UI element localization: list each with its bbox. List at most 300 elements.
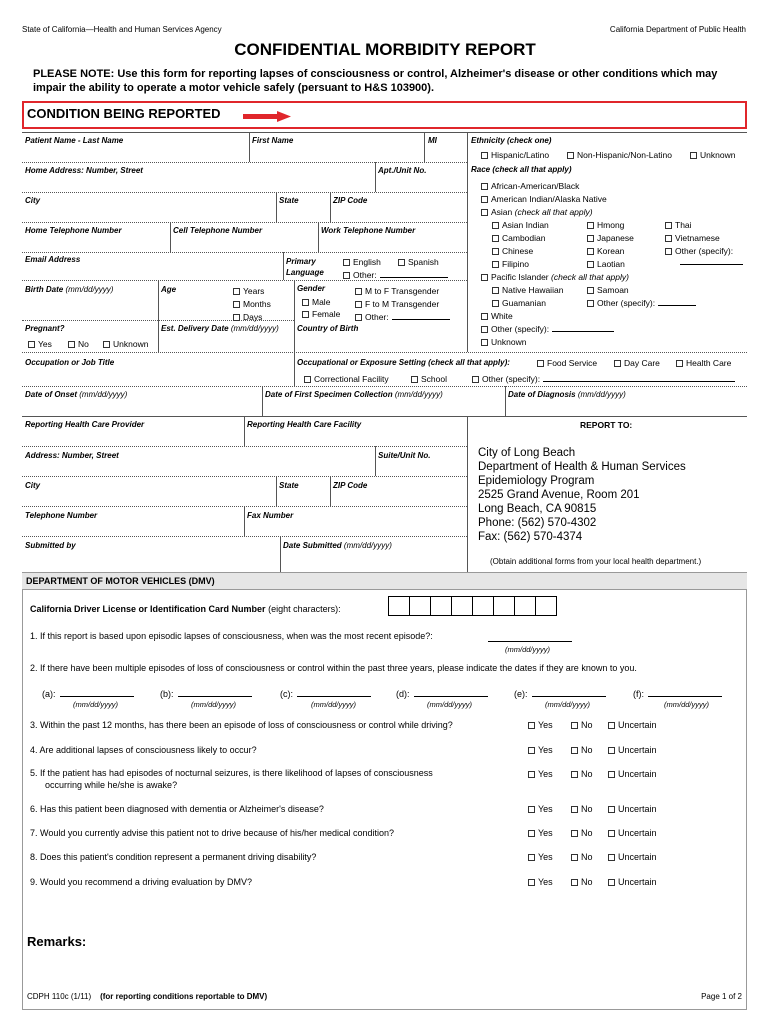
- grid-line: [280, 536, 281, 572]
- race-asian-option[interactable]: [481, 207, 593, 217]
- section-top-rule: [22, 132, 747, 133]
- option-label: Uncertain: [618, 877, 657, 887]
- option-label: Unknown: [491, 337, 527, 347]
- state-field[interactable]: State: [279, 196, 299, 205]
- question-3: 3. Within the past 12 months, has there been an episode of loss of consciousness or control while driving?: [30, 720, 453, 730]
- checkbox[interactable]: [614, 360, 621, 367]
- setting-other-option[interactable]: [472, 374, 735, 384]
- checkbox[interactable]: [587, 300, 594, 307]
- provider-field[interactable]: Reporting Health Care Provider: [25, 420, 145, 429]
- option-label: Other:: [353, 270, 377, 280]
- checkbox[interactable]: [528, 806, 535, 813]
- q6-no-option[interactable]: [571, 804, 593, 814]
- blank-line[interactable]: [60, 696, 134, 697]
- checkbox[interactable]: [528, 879, 535, 886]
- race-asian-other-option[interactable]: [665, 246, 733, 256]
- checkbox[interactable]: [571, 854, 578, 861]
- license-char-box[interactable]: [409, 596, 431, 616]
- grid-line: [244, 416, 245, 446]
- checkbox[interactable]: [608, 722, 615, 729]
- checkbox[interactable]: [481, 209, 488, 216]
- age-years-option[interactable]: [233, 286, 264, 296]
- date-d-field[interactable]: [396, 689, 488, 699]
- option-note: (check all that apply): [514, 207, 593, 217]
- option-label: Health Care: [686, 358, 732, 368]
- address-line: Fax: (562) 570-4374: [478, 531, 583, 543]
- option-label: Yes: [538, 745, 553, 755]
- q9-no-option[interactable]: [571, 877, 593, 887]
- checkbox[interactable]: [481, 152, 488, 159]
- q3-yes-option[interactable]: [528, 720, 553, 730]
- occupation-field[interactable]: Occupation or Job Title: [25, 358, 115, 367]
- checkbox[interactable]: [608, 771, 615, 778]
- city-field[interactable]: City: [25, 196, 41, 205]
- race-filipino-option[interactable]: [492, 259, 529, 269]
- grid-line: [22, 476, 467, 477]
- race-native-option[interactable]: [481, 194, 607, 204]
- date-submitted-field[interactable]: [283, 541, 392, 550]
- checkbox[interactable]: [571, 806, 578, 813]
- blank-line[interactable]: [552, 331, 614, 332]
- q1-date-blank[interactable]: [488, 641, 572, 642]
- home-address-field[interactable]: Home Address: Number, Street: [25, 166, 143, 175]
- cell-phone-field[interactable]: Cell Telephone Number: [173, 226, 263, 235]
- checkbox[interactable]: [481, 274, 488, 281]
- blank-line[interactable]: [297, 696, 371, 697]
- birth-date-field[interactable]: [25, 285, 113, 294]
- checkbox[interactable]: [481, 313, 488, 320]
- checkbox[interactable]: [528, 722, 535, 729]
- ethnicity-label: Ethnicity (check one): [471, 136, 552, 145]
- checkbox[interactable]: [665, 222, 672, 229]
- q8-uncertain-option[interactable]: [608, 852, 657, 862]
- checkbox[interactable]: [571, 879, 578, 886]
- dmv-label: DEPARTMENT OF MOTOR VEHICLES (DMV): [26, 576, 215, 586]
- blank-line[interactable]: [658, 305, 696, 306]
- grid-line: [294, 352, 295, 386]
- checkbox[interactable]: [411, 376, 418, 383]
- blank-line[interactable]: [392, 319, 450, 320]
- diagnosis-date-field[interactable]: [508, 390, 626, 399]
- option-label: Uncertain: [618, 745, 657, 755]
- license-char-box[interactable]: [430, 596, 452, 616]
- checkbox[interactable]: [676, 360, 683, 367]
- race-unknown-option[interactable]: [481, 337, 526, 347]
- grid-line: [283, 252, 284, 280]
- q5-no-option[interactable]: [571, 769, 593, 779]
- license-char-box[interactable]: [514, 596, 536, 616]
- date-format: (mm/dd/yyyy): [73, 700, 118, 709]
- option-label: Food Service: [547, 358, 598, 368]
- onset-date-field[interactable]: [25, 390, 127, 399]
- grid-line: [244, 506, 245, 536]
- option-label: Spanish: [408, 257, 439, 267]
- page-number: Page 1 of 2: [701, 992, 742, 1001]
- grid-line: [22, 352, 747, 353]
- checkbox[interactable]: [571, 747, 578, 754]
- option-label: Hispanic/Latino: [491, 150, 550, 160]
- q5-uncertain-option[interactable]: [608, 769, 657, 779]
- q7-yes-option[interactable]: [528, 828, 553, 838]
- checkbox[interactable]: [571, 830, 578, 837]
- setting-daycare-option[interactable]: [614, 358, 660, 368]
- form-note: (for reporting conditions reportable to DMV): [100, 992, 268, 1001]
- age-field[interactable]: Age: [161, 285, 177, 294]
- checkbox[interactable]: [665, 235, 672, 242]
- option-label: Hmong: [597, 220, 625, 230]
- grid-line: [424, 132, 425, 162]
- diagnosis-label: Date of Diagnosis: [508, 390, 576, 399]
- q4-no-option[interactable]: [571, 745, 593, 755]
- arrow-right-icon: [243, 111, 291, 122]
- checkbox[interactable]: [481, 183, 488, 190]
- q9-yes-option[interactable]: [528, 877, 553, 887]
- report-to-note: (Obtain additional forms from your local health department.): [490, 557, 702, 566]
- checkbox[interactable]: [472, 376, 479, 383]
- apt-field[interactable]: Apt./Unit No.: [378, 166, 427, 175]
- date-format: (mm/dd/yyyy): [230, 324, 279, 333]
- checkbox[interactable]: [304, 376, 311, 383]
- question-6: 6. Has this patient been diagnosed with dementia or Alzheimer's disease?: [30, 804, 324, 814]
- q3-uncertain-option[interactable]: [608, 720, 657, 730]
- checkbox[interactable]: [355, 301, 362, 308]
- grid-line: [294, 280, 295, 352]
- report-to-label: REPORT TO:: [580, 420, 633, 430]
- mi-field[interactable]: MI: [428, 136, 437, 145]
- ethnicity-unknown-option[interactable]: [690, 150, 735, 160]
- date-format: (mm/dd/yyyy): [664, 700, 709, 709]
- checkbox[interactable]: [537, 360, 544, 367]
- ethnicity-nonhispanic-option[interactable]: [567, 150, 672, 160]
- checkbox[interactable]: [481, 326, 488, 333]
- checkbox[interactable]: [481, 339, 488, 346]
- blank-line[interactable]: [543, 381, 735, 382]
- last-name-field[interactable]: Patient Name - Last Name: [25, 136, 124, 145]
- email-field[interactable]: Email Address: [25, 255, 81, 264]
- blank-line[interactable]: [178, 696, 252, 697]
- provider-suite-field[interactable]: Suite/Unit No.: [378, 451, 431, 460]
- option-label: Native Hawaiian: [502, 285, 564, 295]
- provider-city-field[interactable]: City: [25, 481, 41, 490]
- option-label: Non-Hispanic/Non-Latino: [577, 150, 672, 160]
- race-samoan-option[interactable]: [587, 285, 629, 295]
- setting-school-option[interactable]: [411, 374, 447, 384]
- q8-no-option[interactable]: [571, 852, 593, 862]
- checkbox[interactable]: [481, 196, 488, 203]
- lang-other-option[interactable]: [343, 270, 448, 280]
- option-label: Other:: [365, 312, 389, 322]
- ethnicity-hispanic-option[interactable]: [481, 150, 549, 160]
- q3-no-option[interactable]: [571, 720, 593, 730]
- q6-uncertain-option[interactable]: [608, 804, 657, 814]
- race-korean-option[interactable]: [587, 246, 624, 256]
- checkbox[interactable]: [528, 830, 535, 837]
- date-b-field[interactable]: [160, 689, 252, 699]
- option-label: Uncertain: [618, 769, 657, 779]
- lang-spanish-option[interactable]: [398, 257, 439, 267]
- option-label: M to F Transgender: [365, 286, 440, 296]
- option-label: School: [421, 374, 447, 384]
- race-thai-option[interactable]: [665, 220, 692, 230]
- option-label: African-American/Black: [491, 181, 580, 191]
- onset-label: Date of Onset: [25, 390, 78, 399]
- specimen-date-field[interactable]: [265, 390, 443, 399]
- question-4: 4. Are additional lapses of consciousness likely to occur?: [30, 745, 257, 755]
- race-cambodian-option[interactable]: [492, 233, 545, 243]
- license-char-box[interactable]: [472, 596, 494, 616]
- grid-line: [22, 252, 467, 253]
- grid-line: [318, 222, 319, 252]
- checkbox[interactable]: [233, 301, 240, 308]
- checkbox[interactable]: [68, 341, 75, 348]
- q7-no-option[interactable]: [571, 828, 593, 838]
- option-label: Pacific Islander: [491, 272, 549, 282]
- race-vietnamese-option[interactable]: [665, 233, 720, 243]
- gender-other-option[interactable]: [355, 312, 450, 322]
- option-label: Other (specify):: [597, 298, 656, 308]
- option-label: Uncertain: [618, 720, 657, 730]
- work-phone-field[interactable]: Work Telephone Number: [321, 226, 416, 235]
- checkbox[interactable]: [103, 341, 110, 348]
- option-label: No: [78, 339, 89, 349]
- age-months-option[interactable]: [233, 299, 271, 309]
- provider-phone-field[interactable]: Telephone Number: [25, 511, 98, 520]
- grid-line: [22, 446, 467, 447]
- option-label: Other (specify):: [675, 246, 734, 256]
- race-chinese-option[interactable]: [492, 246, 533, 256]
- checkbox[interactable]: [528, 854, 535, 861]
- option-label: Day Care: [624, 358, 660, 368]
- date-format: (mm/dd/yyyy): [79, 390, 128, 399]
- first-name-field[interactable]: First Name: [252, 136, 294, 145]
- question-5: 5. If the patient has had episodes of nocturnal seizures, is there likelihood of lapses of consciousness: [30, 768, 433, 778]
- checkbox[interactable]: [571, 722, 578, 729]
- setting-healthcare-option[interactable]: [676, 358, 731, 368]
- grid-line: [467, 416, 468, 572]
- grid-line: [330, 476, 331, 506]
- q5-yes-option[interactable]: [528, 769, 553, 779]
- country-of-birth-field[interactable]: Country of Birth: [297, 324, 359, 333]
- submitted-by-field[interactable]: Submitted by: [25, 541, 76, 550]
- checkbox[interactable]: [233, 288, 240, 295]
- checkbox[interactable]: [398, 259, 405, 266]
- pregnant-unknown-option[interactable]: [103, 339, 148, 349]
- option-label: F to M Transgender: [365, 299, 440, 309]
- race-other-option[interactable]: [481, 324, 614, 334]
- checkbox[interactable]: [492, 300, 499, 307]
- checkbox[interactable]: [492, 287, 499, 294]
- date-letter: (e):: [514, 689, 528, 699]
- question-1: 1. If this report is based upon episodic lapses of consciousness, when was the most recent episode?:: [30, 631, 433, 641]
- address-line: Epidemiology Program: [478, 475, 595, 487]
- date-format: (mm/dd/yyyy): [394, 390, 443, 399]
- condition-label: CONDITION BEING REPORTED: [27, 106, 221, 121]
- lang-english-option[interactable]: [343, 257, 381, 267]
- option-label: Yes: [538, 828, 553, 838]
- provider-zip-field[interactable]: ZIP Code: [333, 481, 368, 490]
- setting-correctional-option[interactable]: [304, 374, 389, 384]
- q4-yes-option[interactable]: [528, 745, 553, 755]
- primary-language-label-2: Language: [286, 268, 324, 277]
- checkbox[interactable]: [608, 830, 615, 837]
- zip-field[interactable]: ZIP Code: [333, 196, 368, 205]
- date-format: (mm/dd/yyyy): [577, 390, 626, 399]
- blank-line[interactable]: [532, 696, 606, 697]
- blank-line[interactable]: [380, 277, 448, 278]
- option-label: No: [581, 828, 593, 838]
- checkbox[interactable]: [528, 771, 535, 778]
- option-label: Yes: [538, 877, 553, 887]
- license-char-box[interactable]: [493, 596, 515, 616]
- option-label: Cambodian: [502, 233, 546, 243]
- setting-label: Occupational or Exposure Setting (check all that apply):: [297, 358, 510, 367]
- race-laotian-option[interactable]: [587, 259, 625, 269]
- option-label: Correctional Facility: [314, 374, 389, 384]
- checkbox[interactable]: [587, 287, 594, 294]
- checkbox[interactable]: [587, 261, 594, 268]
- provider-state-field[interactable]: State: [279, 481, 299, 490]
- checkbox[interactable]: [690, 152, 697, 159]
- option-label: Japanese: [597, 233, 634, 243]
- q9-uncertain-option[interactable]: [608, 877, 657, 887]
- grid-line: [22, 280, 467, 281]
- checkbox[interactable]: [355, 288, 362, 295]
- date-e-field[interactable]: [514, 689, 606, 699]
- checkbox[interactable]: [587, 248, 594, 255]
- checkbox[interactable]: [302, 311, 309, 318]
- q8-yes-option[interactable]: [528, 852, 553, 862]
- specimen-label: Date of First Specimen Collection: [265, 390, 393, 399]
- option-label: Other (specify):: [491, 324, 550, 334]
- delivery-date-field[interactable]: [161, 324, 279, 333]
- pregnant-no-option[interactable]: [68, 339, 89, 349]
- license-char-box[interactable]: [388, 596, 410, 616]
- checkbox[interactable]: [567, 152, 574, 159]
- race-asian-indian-option[interactable]: [492, 220, 549, 230]
- option-label: Years: [243, 286, 265, 296]
- race-hmong-option[interactable]: [587, 220, 624, 230]
- checkbox[interactable]: [492, 261, 499, 268]
- pregnant-yes-option[interactable]: [28, 339, 52, 349]
- option-label: No: [581, 720, 593, 730]
- checkbox[interactable]: [355, 314, 362, 321]
- date-format: (mm/dd/yyyy): [545, 700, 590, 709]
- option-label: Yes: [38, 339, 52, 349]
- license-char-box[interactable]: [451, 596, 473, 616]
- blank-line[interactable]: [648, 696, 722, 697]
- form-note: PLEASE NOTE: Use this form for reporting lapses of consciousness or control, Alzheimer's disease or other conditions which may impair the ability to operate a motor vehicle safely (persuant to H&S 103900).: [33, 68, 718, 94]
- address-line: 2525 Grand Avenue, Room 201: [478, 489, 640, 501]
- grid-line: [505, 386, 506, 416]
- blank-line[interactable]: [414, 696, 488, 697]
- date-f-field[interactable]: [633, 689, 722, 699]
- option-label: No: [581, 769, 593, 779]
- date-c-field[interactable]: [280, 689, 371, 699]
- checkbox[interactable]: [587, 222, 594, 229]
- gender-ftom-option[interactable]: [355, 299, 439, 309]
- date-letter: (c):: [280, 689, 293, 699]
- race-black-option[interactable]: [481, 181, 579, 191]
- facility-field[interactable]: Reporting Health Care Facility: [247, 420, 362, 429]
- checkbox[interactable]: [343, 259, 350, 266]
- race-white-option[interactable]: [481, 311, 513, 321]
- option-label: No: [581, 804, 593, 814]
- option-label: Samoan: [597, 285, 629, 295]
- gender-female-option[interactable]: [302, 309, 340, 319]
- asian-other-blank[interactable]: [680, 264, 743, 265]
- q4-uncertain-option[interactable]: [608, 745, 657, 755]
- date-a-field[interactable]: [42, 689, 134, 699]
- race-pacific-other-option[interactable]: [587, 298, 696, 308]
- date-submitted-label: Date Submitted: [283, 541, 342, 550]
- checkbox[interactable]: [608, 879, 615, 886]
- checkbox[interactable]: [492, 222, 499, 229]
- race-guamanian-option[interactable]: [492, 298, 546, 308]
- grid-line: [170, 222, 171, 252]
- option-label: Yes: [538, 852, 553, 862]
- provider-fax-field[interactable]: Fax Number: [247, 511, 294, 520]
- setting-food-option[interactable]: [537, 358, 597, 368]
- checkbox[interactable]: [528, 747, 535, 754]
- report-to-address: [478, 446, 686, 544]
- checkbox[interactable]: [571, 771, 578, 778]
- checkbox[interactable]: [492, 235, 499, 242]
- option-label: Yes: [538, 804, 553, 814]
- checkbox[interactable]: [608, 806, 615, 813]
- footer-form: [27, 992, 267, 1001]
- gender-male-option[interactable]: [302, 297, 330, 307]
- checkbox[interactable]: [492, 248, 499, 255]
- checkbox[interactable]: [233, 314, 240, 321]
- option-label: No: [581, 745, 593, 755]
- option-label: Uncertain: [618, 852, 657, 862]
- checkbox[interactable]: [608, 854, 615, 861]
- birth-date-label: Birth Date: [25, 285, 64, 294]
- option-label: Female: [312, 309, 341, 319]
- age-days-option[interactable]: [233, 312, 262, 322]
- gender-mtof-option[interactable]: [355, 286, 439, 296]
- option-label: Uncertain: [618, 828, 657, 838]
- q7-uncertain-option[interactable]: [608, 828, 657, 838]
- option-label: Korean: [597, 246, 625, 256]
- option-label: No: [581, 852, 593, 862]
- checkbox[interactable]: [608, 747, 615, 754]
- date-letter: (f):: [633, 689, 644, 699]
- grid-line: [22, 192, 467, 193]
- option-label: Yes: [538, 769, 553, 779]
- department-header: California Department of Public Health: [609, 25, 746, 34]
- checkbox[interactable]: [302, 299, 309, 306]
- address-line: Phone: (562) 570-4302: [478, 517, 597, 529]
- date-letter: (b):: [160, 689, 174, 699]
- race-japanese-option[interactable]: [587, 233, 634, 243]
- race-pacific-option[interactable]: [481, 272, 629, 282]
- grid-line: [22, 162, 467, 163]
- provider-address-field[interactable]: Address: Number, Street: [25, 451, 119, 460]
- checkbox[interactable]: [28, 341, 35, 348]
- page-title: CONFIDENTIAL MORBIDITY REPORT: [234, 40, 536, 59]
- checkbox[interactable]: [587, 235, 594, 242]
- question-9: 9. Would you recommend a driving evaluation by DMV?: [30, 877, 252, 887]
- checkbox[interactable]: [343, 272, 350, 279]
- checkbox[interactable]: [665, 248, 672, 255]
- q6-yes-option[interactable]: [528, 804, 553, 814]
- date-letter: (a):: [42, 689, 56, 699]
- question-5-line-2: occurring while he/she is awake?: [45, 780, 178, 790]
- license-char-box[interactable]: [535, 596, 557, 616]
- race-hawaiian-option[interactable]: [492, 285, 563, 295]
- home-phone-field[interactable]: Home Telephone Number: [25, 226, 122, 235]
